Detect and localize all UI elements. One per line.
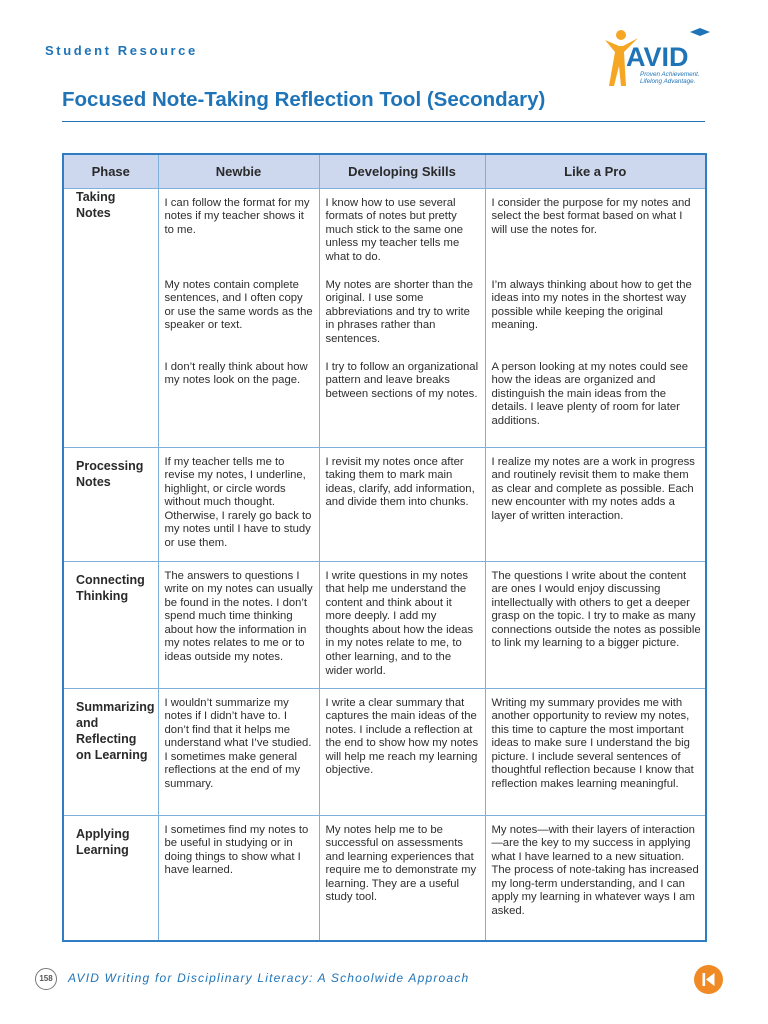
column-header-pro: Like a Pro <box>485 154 706 188</box>
descriptor-text: My notes are shorter than the original. I use some abbreviations and try to write in phrases rather than sentences. <box>325 278 474 345</box>
descriptor-text: I can follow the format for my notes if my teacher shows it to me. <box>164 196 310 236</box>
page-number-badge: 158 <box>35 968 57 990</box>
newbie-cell: I sometimes find my notes to be useful in studying or in doing things to show what I have learned. <box>158 815 319 941</box>
column-header-newbie: Newbie <box>158 154 319 188</box>
pro-cell: I realize my notes are a work in progress and routinely revisit them to make them as clear and complete as possible. Each new encounter with my notes adds a layer of written interaction. <box>485 447 706 561</box>
phase-label: Applying Learning <box>63 815 158 941</box>
svg-text:AVID: AVID <box>626 42 689 72</box>
table-row <box>63 561 706 688</box>
column-header-developing: Developing Skills <box>319 154 485 188</box>
svg-text:Lifelong Advantage.: Lifelong Advantage. <box>640 78 696 85</box>
developing-cell <box>319 188 485 447</box>
back-button[interactable] <box>694 965 723 994</box>
developing-cell: My notes help me to be successful on assessments and learning experiences that require me to demonstrate my learning. They are a useful study tool. <box>319 815 485 941</box>
table-header-row <box>63 154 706 188</box>
table-row <box>63 815 706 941</box>
phase-label: Summarizing and Reflecting on Learning <box>63 688 158 815</box>
phase-label: Processing Notes <box>63 447 158 561</box>
svg-text:Proven Achievement.: Proven Achievement. <box>640 71 700 78</box>
table-row <box>63 188 706 447</box>
page-title: Focused Note-Taking Reflection Tool (Secondary) <box>62 88 546 111</box>
newbie-cell: I wouldn’t summarize my notes if I didn’t have to. I don’t find that it helps me understand what I’ve studied. I sometimes make general reflections at the end of my summary. <box>158 688 319 815</box>
newbie-cell: The answers to questions I write on my notes can usually be found in the notes. I don’t spend much time thinking about how the information in my notes relates to me or to ideas outside my notes. <box>158 561 319 688</box>
descriptor-text: A person looking at my notes could see how the ideas are organized and distinguish the main ideas from the details. I leave plenty of room for later additions. <box>491 360 689 427</box>
pro-cell: My notes—with their layers of interaction—are the key to my success in applying what I have learned to a new situation. The process of note-taking has increased my long-term understanding, and I can apply my learning in whatever ways I am asked. <box>485 815 706 941</box>
pro-cell <box>485 188 706 447</box>
table-row <box>63 447 706 561</box>
reflection-rubric-table <box>62 153 707 942</box>
pro-cell: Writing my summary provides me with another opportunity to review my notes, this time to capture the most important ideas to make sure I understand the big picture. I include several sentences of thoughtful reflection because I know that reflection makes learning meaningful. <box>485 688 706 815</box>
table-row <box>63 688 706 815</box>
developing-cell: I write a clear summary that captures the main ideas of the notes. I include a reflection at the end to show how my notes will help me reach my learning objective. <box>319 688 485 815</box>
phase-label: Taking Notes <box>63 188 158 447</box>
descriptor-text: I consider the purpose for my notes and select the best format based on what I will use the notes for. <box>491 196 691 236</box>
avid-logo <box>600 26 712 90</box>
back-arrow-icon <box>694 965 723 994</box>
developing-cell: I write questions in my notes that help me understand the content and think about it more deeply. I add my thoughts about how the ideas in my notes relate to me, to other learning, and to the wider world. <box>319 561 485 688</box>
descriptor-text: I try to follow an organizational pattern and leave breaks between sections of my notes. <box>325 360 479 400</box>
book-title: AVID Writing for Disciplinary Literacy: A Schoolwide Approach <box>68 971 470 985</box>
descriptor-text: My notes contain complete sentences, and I often copy or use the same words as the speaker or text. <box>164 278 313 332</box>
developing-cell: I revisit my notes once after taking them to mark main ideas, clarify, add information, and divide them into chunks. <box>319 447 485 561</box>
title-divider <box>62 121 705 122</box>
phase-label: Connecting Thinking <box>63 561 158 688</box>
newbie-cell <box>158 188 319 447</box>
pro-cell: The questions I write about the content are ones I would enjoy discussing intellectually with others to get a deeper grasp on the topic. I try to make as many connections outside the notes as possible to link my learning to a bigger picture. <box>485 561 706 688</box>
avid-logo-icon <box>600 26 712 90</box>
descriptor-text: I don’t really think about how my notes look on the page. <box>164 360 308 387</box>
descriptor-text: I know how to use several formats of notes but pretty much stick to the same one unless my teacher tells me what to do. <box>325 196 464 263</box>
newbie-cell: If my teacher tells me to revise my notes, I underline, highlight, or circle words without much thought. Otherwise, I rarely go back to my notes until I have to study or use them. <box>158 447 319 561</box>
column-header-phase: Phase <box>63 154 158 188</box>
descriptor-text: I’m always thinking about how to get the ideas into my notes in the shortest way possible while keeping the original meaning. <box>491 278 692 332</box>
section-label: Student Resource <box>45 43 198 58</box>
